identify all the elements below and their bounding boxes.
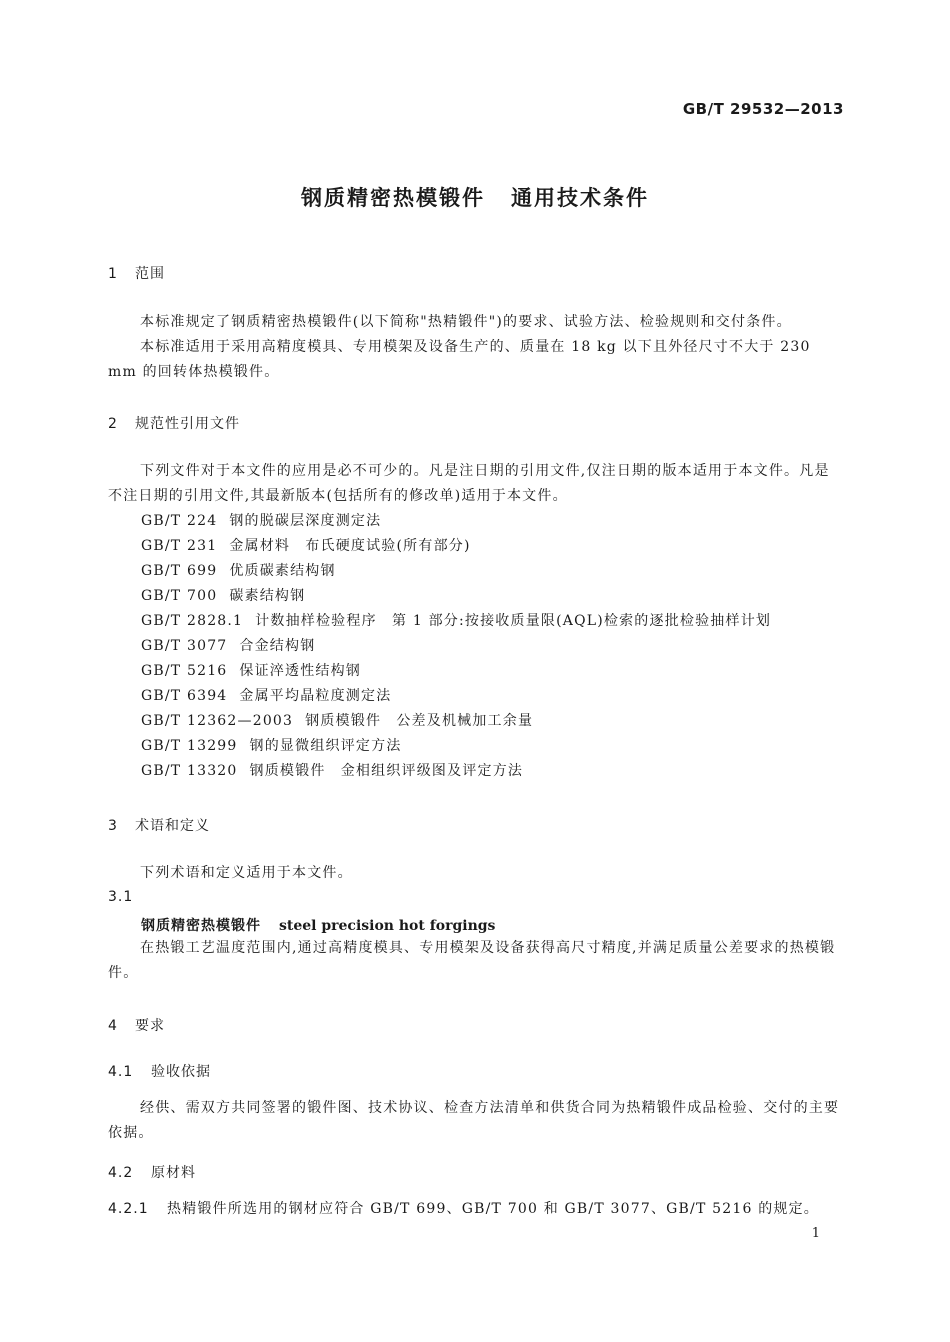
reference-code: GB/T 13320 — [141, 763, 238, 779]
reference-code: GB/T 224 — [141, 513, 218, 529]
section-2-intro: 下列文件对于本文件的应用是必不可少的。凡是注日期的引用文件,仅注日期的版本适用于本文件。凡是不注日期的引用文件,其最新版本(包括所有的修改单)适用于本文件。 — [108, 463, 830, 504]
section-title: 规范性引用文件 — [135, 416, 240, 432]
reference-title: 金属材料 布氏硬度试验(所有部分) — [229, 538, 471, 554]
clause-4-2-1 — [108, 1198, 819, 1218]
reference-title: 钢质模锻件 公差及机械加工余量 — [305, 713, 534, 729]
section-4-heading — [108, 1015, 165, 1035]
standard-code: GB/T 29532—2013 — [682, 100, 844, 118]
reference-code: GB/T 3077 — [141, 638, 228, 654]
reference-item — [141, 635, 315, 655]
term-heading — [141, 915, 495, 935]
reference-title: 钢的显微组织评定方法 — [249, 738, 402, 754]
reference-title: 计数抽样检验程序 第 1 部分:按接收质量限(AQL)检索的逐批检验抽样计划 — [255, 613, 772, 629]
reference-item — [141, 660, 361, 680]
section-title: 术语和定义 — [135, 818, 210, 834]
document-title — [0, 182, 950, 212]
reference-code: GB/T 699 — [141, 563, 218, 579]
reference-item — [141, 585, 305, 605]
subsection-number: 4.2 — [108, 1165, 134, 1181]
subsection-4-1-text: 经供、需双方共同签署的锻件图、技术协议、检查方法清单和供货合同为热精锻件成品检验、交付的主要依据。 — [108, 1100, 840, 1141]
subsection-title: 验收依据 — [151, 1064, 211, 1080]
reference-item — [141, 760, 523, 780]
clause-text: 热精锻件所选用的钢材应符合 GB/T 699、GB/T 700 和 GB/T 3077、GB/T 5216 的规定。 — [167, 1201, 820, 1217]
reference-title: 合金结构钢 — [239, 638, 316, 654]
section-number: 1 — [108, 266, 118, 282]
section-title: 范围 — [135, 266, 165, 282]
term-number: 3.1 — [108, 889, 134, 905]
section-1-heading — [108, 263, 165, 283]
section-2-heading — [108, 413, 240, 433]
reference-item — [141, 535, 471, 555]
clause-number: 4.2.1 — [108, 1201, 149, 1217]
subsection-title: 原材料 — [151, 1165, 196, 1181]
subsection-4-1-heading — [108, 1061, 211, 1081]
reference-item — [141, 710, 533, 730]
reference-title: 钢质模锻件 金相组织评级图及评定方法 — [249, 763, 524, 779]
reference-code: GB/T 231 — [141, 538, 218, 554]
subsection-number: 4.1 — [108, 1064, 134, 1080]
section-3-heading — [108, 815, 210, 835]
section-1-paragraph-1: 本标准规定了钢质精密热模锻件(以下简称"热精锻件")的要求、试验方法、检验规则和交付条件。 — [140, 314, 792, 330]
section-number: 3 — [108, 818, 118, 834]
reference-title: 钢的脱碳层深度测定法 — [229, 513, 382, 529]
reference-item — [141, 560, 336, 580]
term-definition: 在热锻工艺温度范围内,通过高精度模具、专用模架及设备获得高尺寸精度,并满足质量公差要求的热模锻件。 — [108, 940, 836, 981]
reference-title: 保证淬透性结构钢 — [239, 663, 362, 679]
section-3-intro: 下列术语和定义适用于本文件。 — [140, 865, 353, 881]
reference-code: GB/T 6394 — [141, 688, 228, 704]
reference-title: 金属平均晶粒度测定法 — [239, 688, 392, 704]
term-chinese: 钢质精密热模锻件 — [141, 918, 261, 934]
reference-item — [141, 610, 771, 630]
title-part-1: 钢质精密热模锻件 — [301, 186, 485, 210]
reference-code: GB/T 12362—2003 — [141, 713, 294, 729]
reference-code: GB/T 5216 — [141, 663, 228, 679]
reference-title: 碳素结构钢 — [229, 588, 306, 604]
page-number: 1 — [811, 1226, 820, 1241]
reference-item — [141, 735, 402, 755]
subsection-4-2-heading — [108, 1162, 196, 1182]
reference-title: 优质碳素结构钢 — [229, 563, 336, 579]
term-english: steel precision hot forgings — [279, 918, 496, 934]
title-part-2: 通用技术条件 — [511, 186, 649, 210]
reference-code: GB/T 13299 — [141, 738, 238, 754]
reference-item — [141, 685, 391, 705]
section-number: 2 — [108, 416, 118, 432]
section-title: 要求 — [135, 1018, 165, 1034]
reference-code: GB/T 700 — [141, 588, 218, 604]
reference-item — [141, 510, 381, 530]
section-1-paragraph-2: 本标准适用于采用高精度模具、专用模架及设备生产的、质量在 18 kg 以下且外径尺寸不大于 230 mm 的回转体热模锻件。 — [108, 339, 811, 380]
reference-code: GB/T 2828.1 — [141, 613, 244, 629]
section-number: 4 — [108, 1018, 118, 1034]
